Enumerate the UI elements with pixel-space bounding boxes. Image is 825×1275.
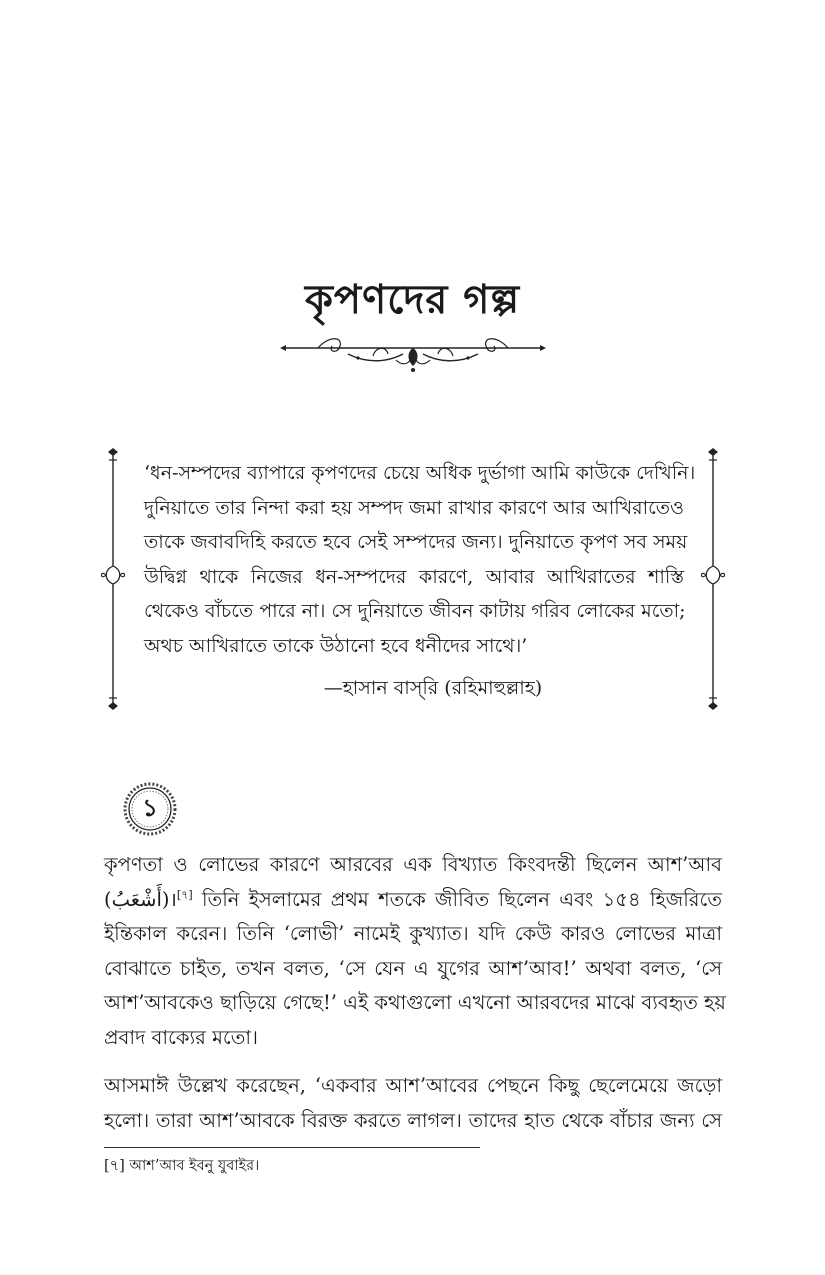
paragraph-line: ইন্তিকাল করেন। তিনি ‘লোভী’ নামেই কুখ্যাত। যদি কেউ কারও লোভের মাত্রা [104,922,722,945]
quote-line: উদ্বিগ্ন থাকে নিজের ধন-সম্পদের কারণে, আবার আখিরাতের শাস্তি [144,565,684,588]
paragraph-1 [104,848,726,1055]
quote-line: দুনিয়াতে তার নিন্দা করা হয় সম্পদ জমা রাখার কারণে আর আখিরাতেও [144,496,684,519]
paragraph-line: কৃপণতা ও লোভের কারণে আরবের এক বিখ্যাত কিংবদন্তী ছিলেন আশ’আব [104,853,722,876]
footnote-divider [104,1147,480,1148]
quote-attribution: —হাসান বাস্‌রি (রহিমাহুল্লাহ) [323,677,543,699]
footnote-text: আশ’আব ইবনু যুবাইর। [129,1158,260,1174]
page-title: কৃপণদের গল্প [304,276,521,323]
section-number-badge [122,781,178,837]
quote-block [98,448,728,710]
left-ornament-bracket [98,448,128,710]
footnote-marker: [৭] [104,1158,125,1174]
quote-line: তাকে জবাবদিহি করতে হবে সেই সম্পদের জন্য। দুনিয়াতে কৃপণ সব সময় [144,531,688,553]
paragraph-line: হলো। তারা আশ’আবকে বিরক্ত করতে লাগল। তাদের হাত থেকে বাঁচার জন্য সে [104,1108,722,1132]
paragraph-text: তিনি ইসলামের প্রথম শতকে জীবিত ছিলেন এবং ১৫৪ হিজরিতে [192,887,722,911]
paragraph-line: আশ’আবকেও ছাড়িয়ে গেছে!’ এই কথাগুলো এখনো আরবদের মাঝে ব্যবহৃত হয় [104,991,726,1014]
footnote-ref[interactable]: [৭] [176,888,193,901]
quote-line: অথচ আখিরাতে তাকে উঠানো হবে ধনীদের সাথে।’ [144,634,528,657]
section-number: ১ [142,793,158,822]
quote-line: ‘ধন-সম্পদের ব্যাপারে কৃপণদের চেয়ে অধিক দুর্ভাগা আমি কাউকে দেখিনি। [144,462,696,484]
footnote [104,1155,259,1179]
quote-text [144,456,696,663]
paragraph-line: আসমাঈ উল্লেখ করেছেন, ‘একবার আশ’আবের পেছনে কিছু ছেলেমেয়ে জড়ো [104,1074,722,1097]
paragraph-line: প্রবাদ বাক্যের মতো। [104,1025,258,1049]
quote-line: থেকেও বাঁচতে পারে না। সে দুনিয়াতে জীবন কাটায় গরিব লোকের মতো; [144,600,686,622]
right-ornament-bracket [698,448,728,710]
paragraph-line: বোঝাতে চাইত, তখন বলত, ‘সে যেন এ যুগের আশ’আব!’ অথবা বলত, ‘সে [104,956,722,980]
arabic-name: (أَشْعَبُ)। [104,887,177,911]
paragraph-2 [104,1069,722,1138]
paragraph-line [104,883,722,918]
ornamental-divider [278,334,548,374]
